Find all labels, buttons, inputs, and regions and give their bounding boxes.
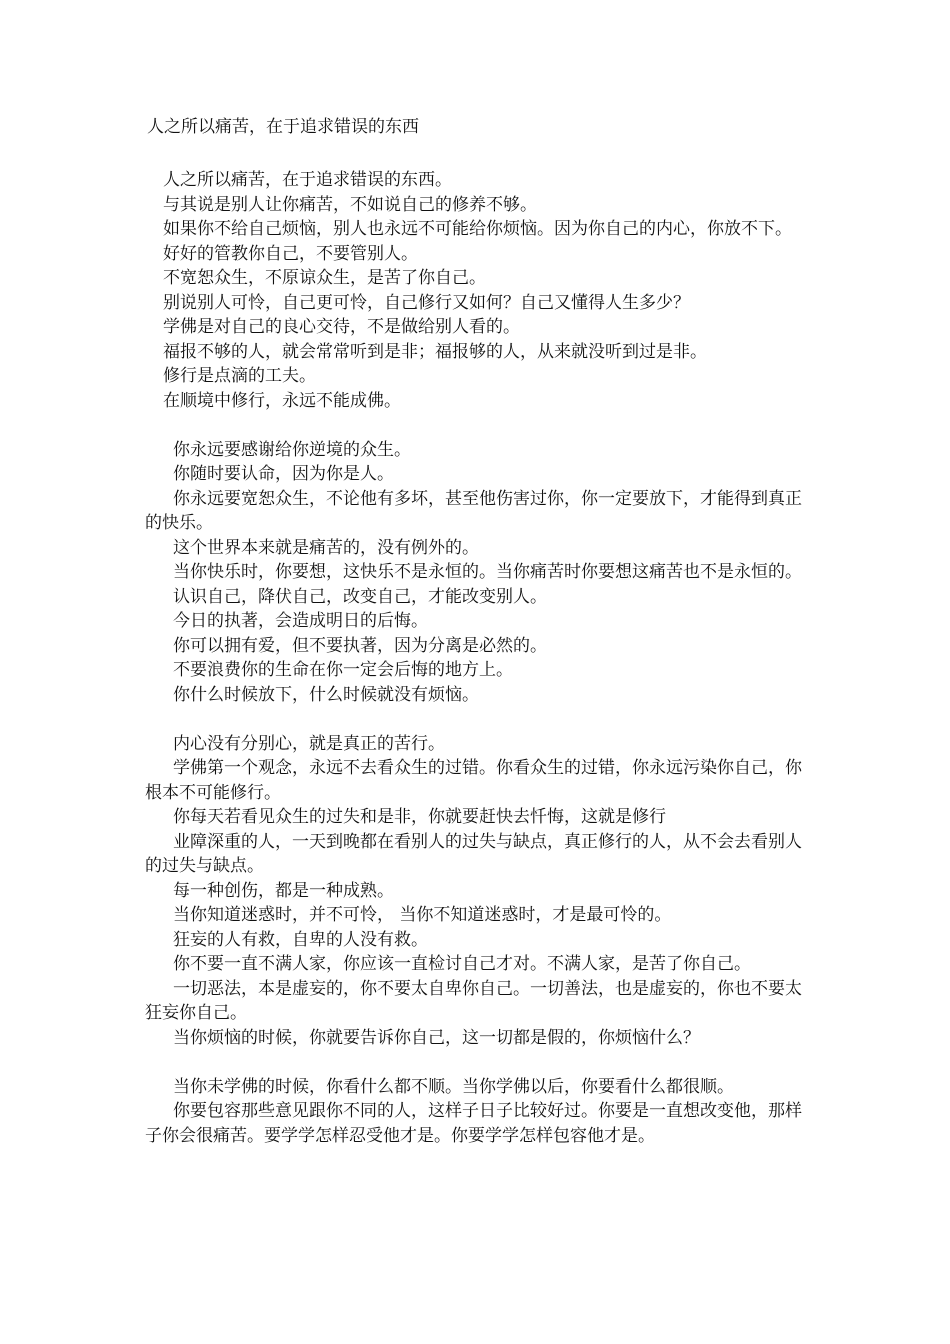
paragraph: 认识自己，降伏自己，改变自己，才能改变别人。 <box>173 586 547 607</box>
paragraph: 不宽恕众生，不原谅众生，是苦了你自己。 <box>163 268 486 288</box>
paragraph: 你永远要宽恕众生，不论他有多坏，甚至他伤害过你，你一定要放下，才能得到真正的快乐。 <box>145 488 802 533</box>
paragraph: 你不要一直不满人家，你应该一直检讨自己才对。不满人家，是苦了你自己。 <box>173 954 751 974</box>
paragraph: 不要浪费你的生命在你一定会后悔的地方上。 <box>173 660 513 680</box>
paragraph: 当你快乐时，你要想，这快乐不是永恒的。当你痛苦时你要想这痛苦也不是永恒的。 <box>173 562 802 582</box>
paragraph: 每一种创伤，都是一种成熟。 <box>173 880 394 901</box>
paragraph: 你可以拥有爱，但不要执著，因为分离是必然的。 <box>173 635 547 656</box>
paragraph: 你每天若看见众生的过失和是非，你就要赶快去忏悔，这就是修行 <box>173 807 666 827</box>
paragraph: 如果你不给自己烦恼，别人也永远不可能给你烦恼。因为你自己的内心，你放不下。 <box>163 219 792 239</box>
paragraph: 内心没有分别心，就是真正的苦行。 <box>173 733 445 754</box>
document-title: 人之所以痛苦，在于追求错误的东西 <box>147 117 419 137</box>
paragraph: 在顺境中修行，永远不能成佛。 <box>163 390 401 411</box>
text-section <box>145 168 813 413</box>
paragraph: 当你知道迷惑时，并不可怜， 当你不知道迷惑时，才是最可怜的。 <box>173 905 672 925</box>
paragraph: 学佛第一个观念，永远不去看众生的过错。你看众生的过错，你永远污染你自己，你根本不可能修行。 <box>145 758 802 803</box>
paragraph: 学佛是对自己的良心交待，不是做给别人看的。 <box>163 317 520 337</box>
text-section <box>145 1075 813 1149</box>
paragraph: 业障深重的人，一天到晚都在看别人的过失与缺点，真正修行的人，从不会去看别人的过失与缺点。 <box>145 831 802 876</box>
paragraph: 你要包容那些意见跟你不同的人，这样子日子比较好过。你要是一直想改变他，那样子你会很痛苦。要学学怎样忍受他才是。你要学学怎样包容他才是。 <box>145 1101 802 1146</box>
paragraph: 人之所以痛苦，在于追求错误的东西。 <box>163 170 452 190</box>
paragraph: 好好的管教你自己，不要管别人。 <box>163 243 418 264</box>
paragraph: 福报不够的人，就会常常听到是非；福报够的人，从来就没听到过是非。 <box>163 341 707 362</box>
paragraph: 一切恶法，本是虚妄的，你不要太自卑你自己。一切善法，也是虚妄的，你也不要太狂妄你自己。 <box>145 978 802 1023</box>
paragraph: 当你未学佛的时候，你看什么都不顺。当你学佛以后，你要看什么都很顺。 <box>173 1076 734 1097</box>
paragraph: 你永远要感谢给你逆境的众生。 <box>173 439 411 460</box>
paragraph: 你什么时候放下，什么时候就没有烦恼。 <box>173 684 479 705</box>
paragraph: 与其说是别人让你痛苦，不如说自己的修养不够。 <box>163 194 537 215</box>
text-section <box>145 732 813 1051</box>
paragraph: 你随时要认命，因为你是人。 <box>173 464 394 484</box>
paragraph: 狂妄的人有救，自卑的人没有救。 <box>173 929 428 950</box>
document-body <box>145 168 813 1148</box>
paragraph: 今日的执著，会造成明日的后悔。 <box>173 611 428 631</box>
paragraph: 这个世界本来就是痛苦的，没有例外的。 <box>173 537 479 558</box>
paragraph: 别说别人可怜，自己更可怜，自己修行又如何？自己又懂得人生多少？ <box>163 292 690 313</box>
text-section <box>145 438 813 708</box>
paragraph: 修行是点滴的工夫。 <box>163 366 316 386</box>
paragraph: 当你烦恼的时候，你就要告诉你自己，这一切都是假的，你烦恼什么？ <box>173 1027 700 1048</box>
